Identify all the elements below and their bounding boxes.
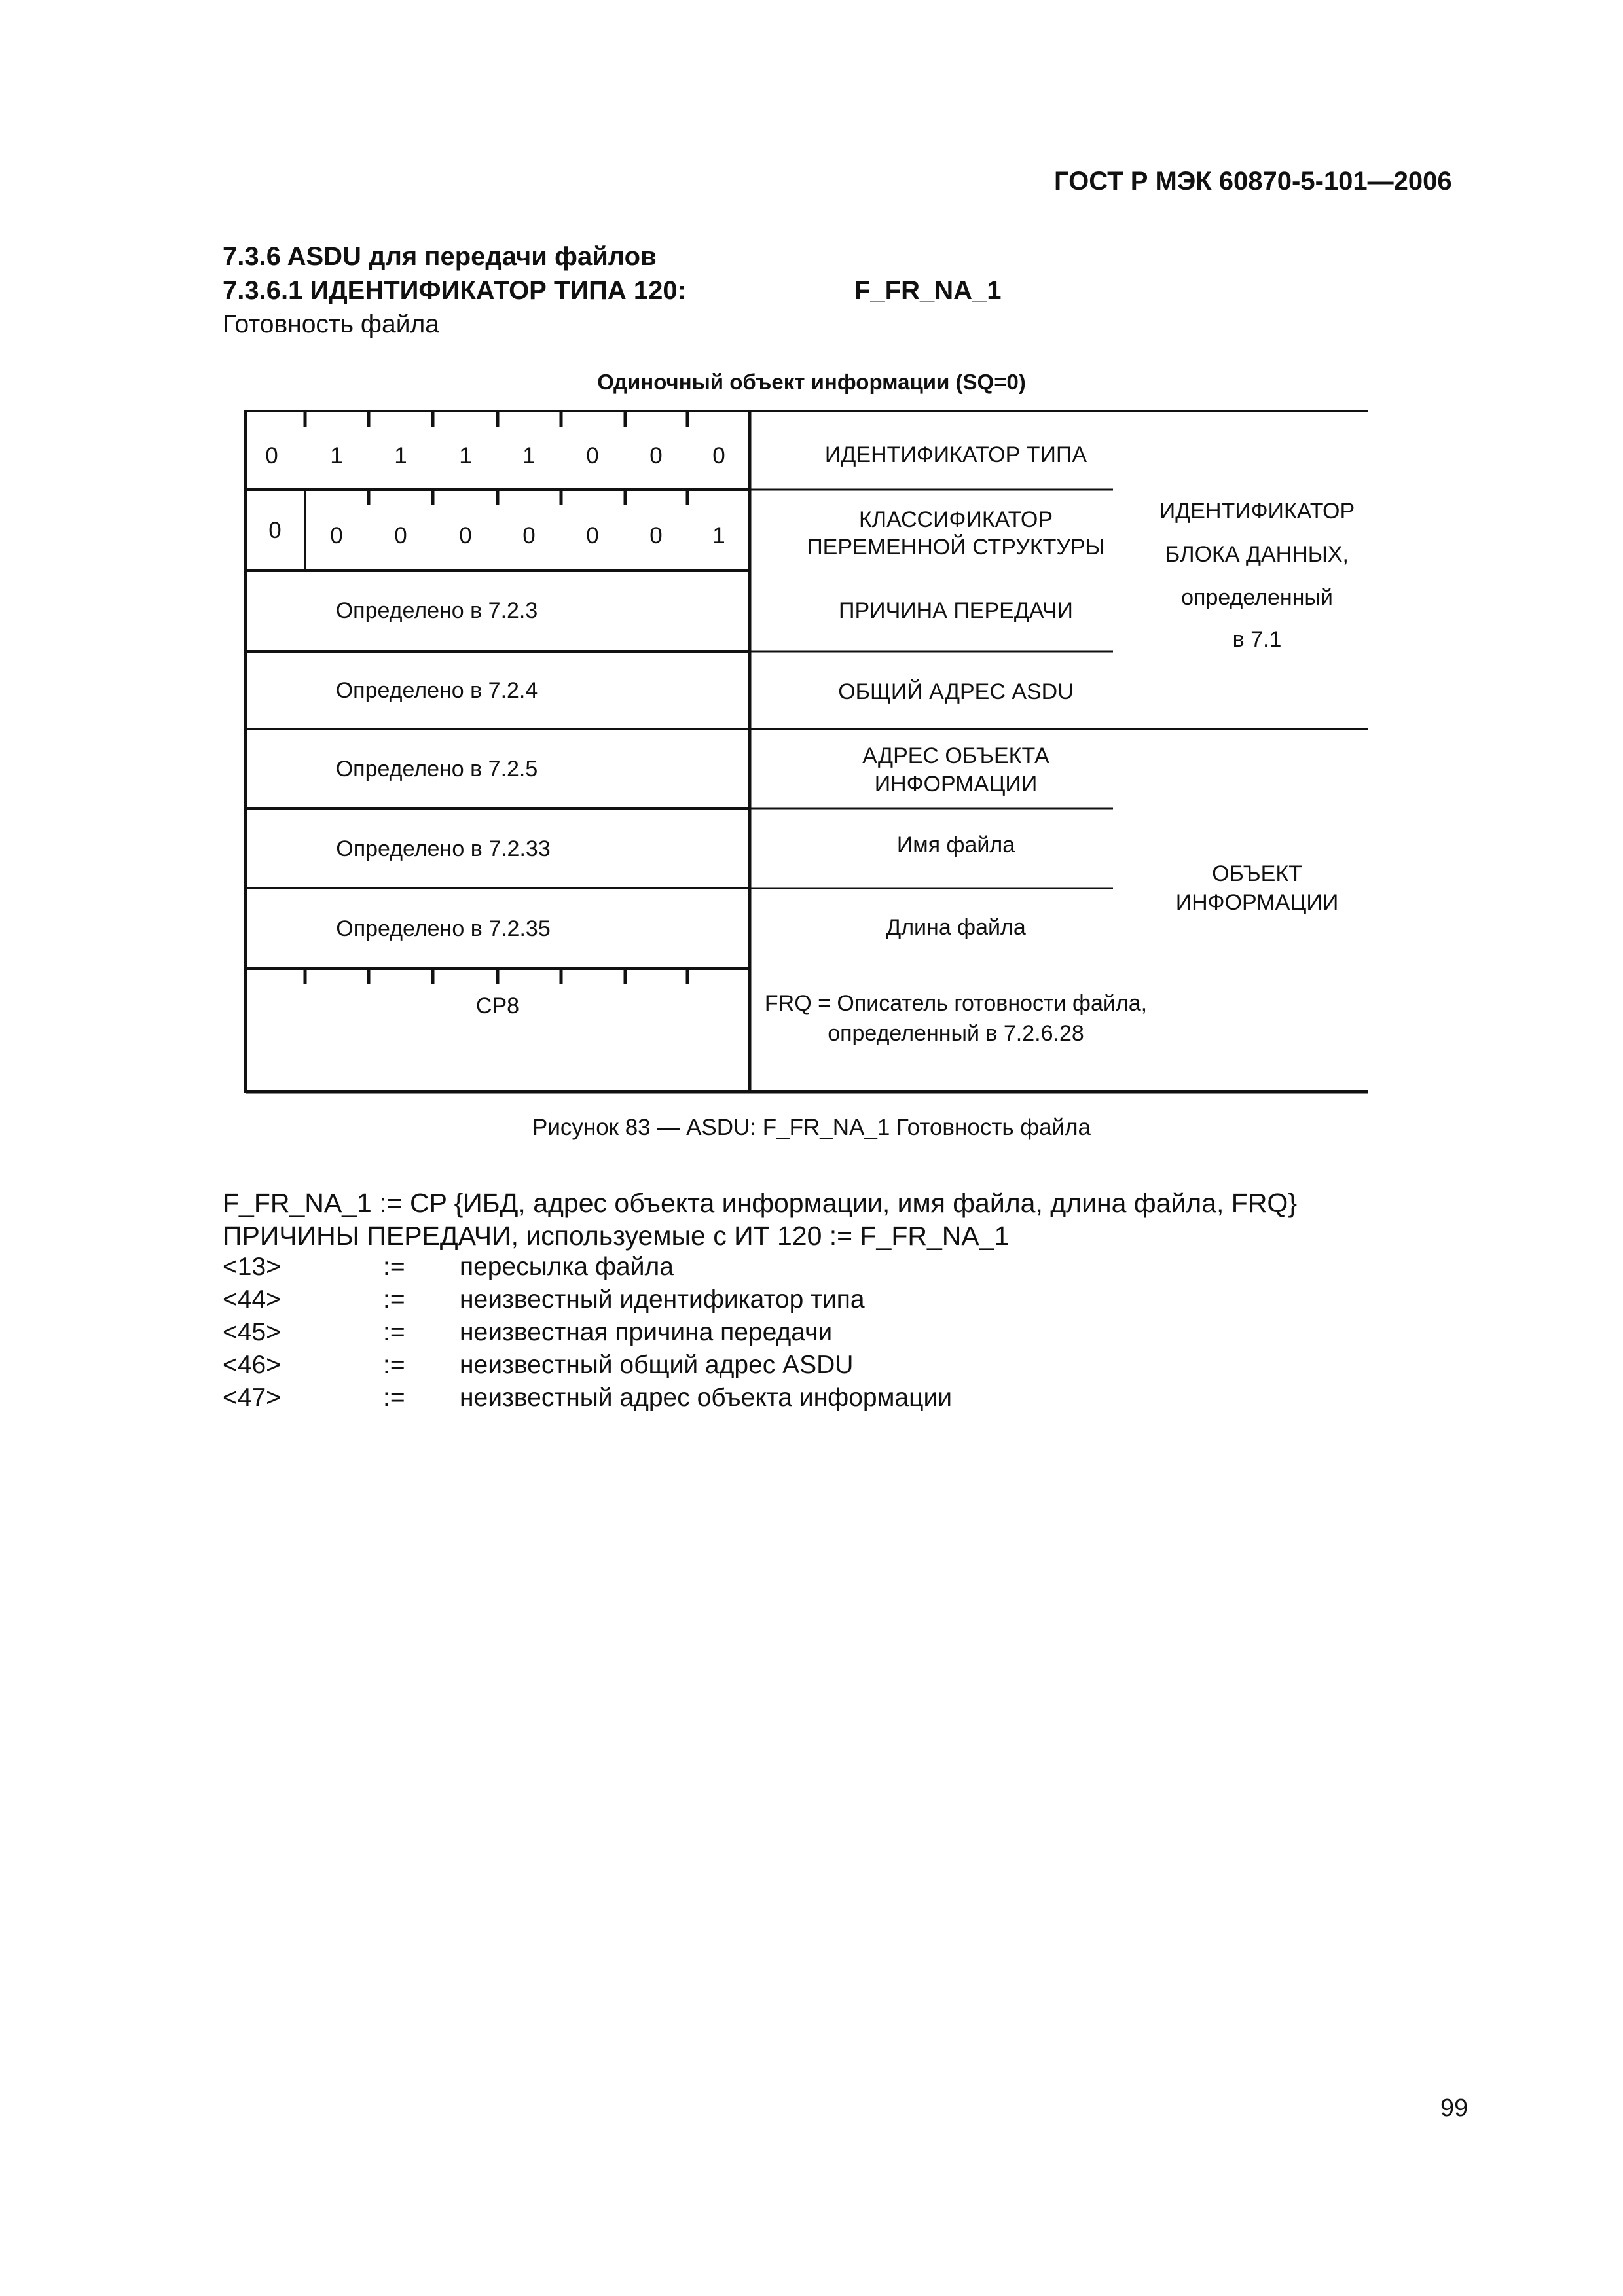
bit-cell: 0 [649,523,663,548]
bit-cell: 0 [459,523,472,548]
label-type-id: ИДЕНТИФИКАТОР ТИПА [824,442,1087,467]
cause-code: <44> [223,1285,281,1314]
standard-number: ГОСТ Р МЭК 60870-5-101—2006 [1054,167,1452,196]
figure-caption: Рисунок 83 — ASDU: F_FR_NA_1 Готовность файла [532,1115,1091,1140]
section-title: 7.3.6 ASDU для передачи файлов [223,242,657,271]
cause-code: <13> [223,1253,281,1281]
cause-code: <46> [223,1351,281,1379]
bit-cell: 0 [265,443,278,469]
label-vsq: КЛАССИФИКАТОР [858,507,1053,532]
cause-operator: := [383,1351,405,1379]
bit-cell: 1 [330,443,343,469]
figure-title: Одиночный объект информации (SQ=0) [597,370,1026,394]
label-cot: ПРИЧИНА ПЕРЕДАЧИ [839,598,1073,623]
group-label-data-unit-id: ИДЕНТИФИКАТОР [1159,499,1355,524]
label-frq: определенный в 7.2.6.28 [828,1021,1084,1046]
label-file-length: Длина файла [886,915,1026,940]
bit-cell: 0 [522,523,536,548]
label-file-name: Имя файла [896,833,1015,857]
bit-cell: 0 [330,523,343,548]
field-row: Определено в 7.2.33 [336,836,551,861]
field-row: Определено в 7.2.3 [335,598,538,623]
cause-code: <47> [223,1384,281,1412]
field-row: Определено в 7.2.35 [336,916,551,941]
type-id-heading: 7.3.6.1 ИДЕНТИФИКАТОР ТИПА 120: [223,276,686,305]
sq-bit-cell: 0 [268,518,282,543]
bit-cell: 1 [394,443,407,469]
bit-cell: 0 [586,523,599,548]
bit-cell: 0 [712,443,725,469]
asdu-formula: F_FR_NA_1 := CP {ИБД, адрес объекта информации, имя файла, длина файла, FRQ} [223,1188,1298,1218]
cause-operator: := [383,1384,405,1412]
page-number: 99 [1440,2094,1468,2122]
cause-code: <45> [223,1318,281,1346]
group-label-data-unit-id: определенный [1181,585,1333,610]
bit-cell: 0 [649,443,663,469]
label-frq: FRQ = Описатель готовности файла, [764,991,1148,1016]
label-ioa: ИНФОРМАЦИИ [874,772,1038,797]
cause-operator: := [383,1318,405,1346]
reasons-heading: ПРИЧИНЫ ПЕРЕДАЧИ, используемые с ИТ 120 := F_FR_NA_1 [223,1221,1010,1251]
bit-cell: 1 [522,443,536,469]
group-label-data-unit-id: БЛОКА ДАННЫХ, [1165,542,1349,567]
cause-text: неизвестный общий адрес ASDU [460,1351,854,1379]
cause-operator: := [383,1285,405,1314]
bit-cell: 1 [459,443,472,469]
bit-cell: 0 [394,523,407,548]
label-common-address: ОБЩИЙ АДРЕС ASDU [838,679,1074,704]
cause-text: неизвестный адрес объекта информации [460,1384,953,1412]
type-code: F_FR_NA_1 [854,276,1002,305]
label-vsq: ПЕРЕМЕННОЙ СТРУКТУРЫ [807,535,1105,560]
label-ioa: АДРЕС ОБЪЕКТА [862,744,1049,768]
group-label-info-object: ИНФОРМАЦИИ [1175,890,1339,915]
section-subtitle: Готовность файла [223,310,439,338]
bit-cell: 1 [712,523,725,548]
cause-operator: := [383,1253,405,1281]
group-label-info-object: ОБЪЕКТ [1212,861,1302,886]
field-row: Определено в 7.2.5 [335,757,538,781]
field-row: Определено в 7.2.4 [335,678,538,703]
frq-field: CP8 [475,994,520,1018]
cause-text: неизвестная причина передачи [460,1318,833,1346]
cause-text: пересылка файла [460,1253,674,1281]
bit-cell: 0 [586,443,599,469]
group-label-data-unit-id: в 7.1 [1232,627,1282,652]
cause-text: неизвестный идентификатор типа [460,1285,865,1314]
